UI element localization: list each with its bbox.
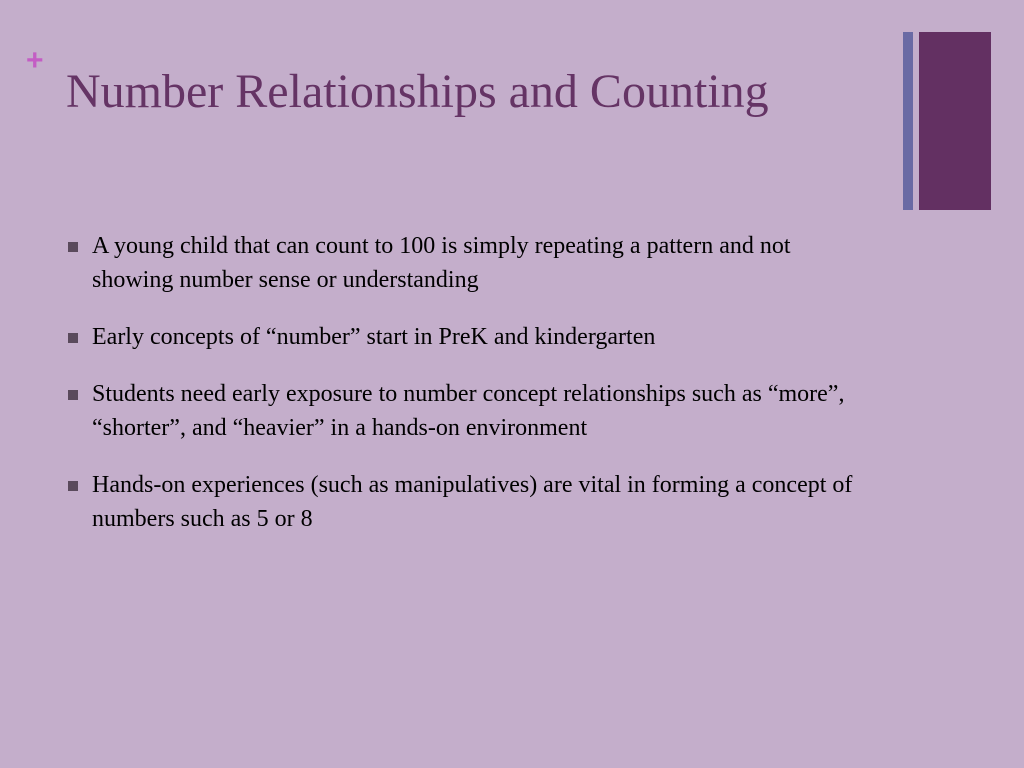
bullet-item — [68, 377, 868, 445]
bullet-item — [68, 320, 868, 354]
square-bullet-icon — [68, 242, 78, 252]
bullet-text: A young child that can count to 100 is simply repeating a pattern and not showing number sense or understanding — [92, 233, 791, 293]
accent-bar-thin — [903, 32, 913, 210]
bullet-text: Students need early exposure to number concept relationships such as “more”, “shorter”, and “heavier” in a hands-on environment — [92, 381, 845, 441]
accent-bar-thick — [919, 32, 991, 210]
bullet-list — [68, 229, 868, 559]
slide-title: Number Relationships and Counting — [66, 65, 769, 118]
bullet-text: Early concepts of “number” start in PreK and kindergarten — [92, 324, 656, 350]
bullet-item — [68, 229, 868, 297]
square-bullet-icon — [68, 333, 78, 343]
square-bullet-icon — [68, 481, 78, 491]
plus-icon: + — [26, 44, 44, 77]
bullet-item — [68, 468, 868, 536]
bullet-text: Hands-on experiences (such as manipulatives) are vital in forming a concept of numbers such as 5 or 8 — [92, 472, 853, 532]
square-bullet-icon — [68, 390, 78, 400]
